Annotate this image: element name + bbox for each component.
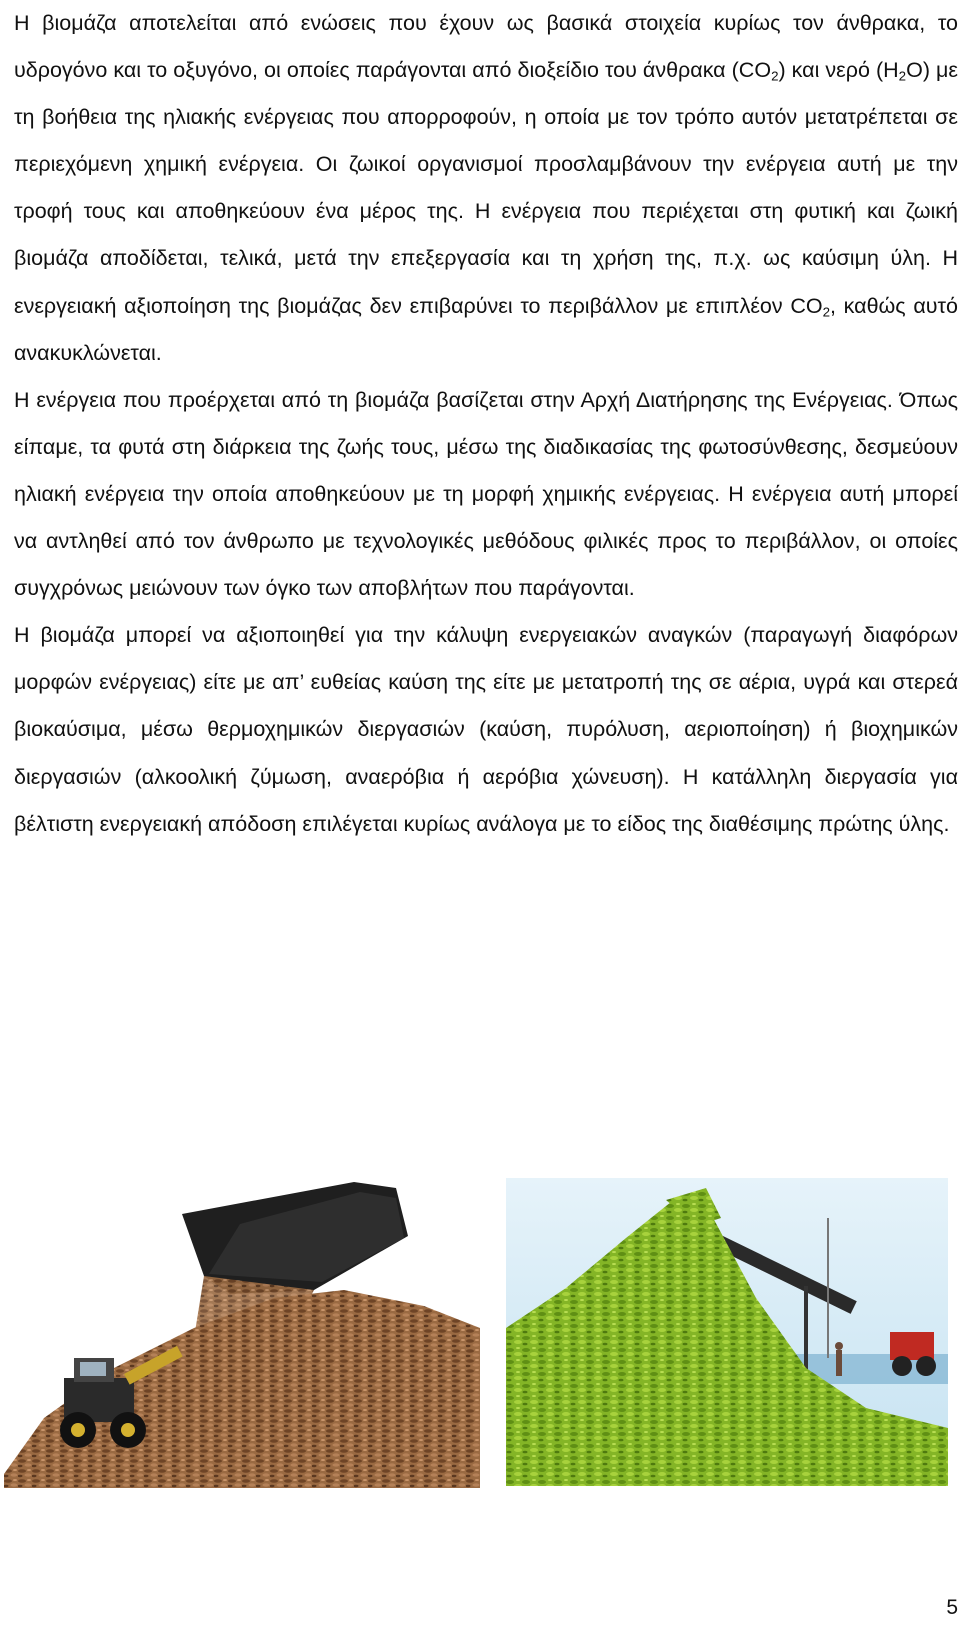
subscript-co2-a: 2: [771, 68, 779, 84]
paragraph-3: Η βιομάζα μπορεί να αξιοποιηθεί για την κάλυψη ενεργειακών αναγκών (παραγωγή διαφόρων μορφών ενέργειας) είτε με απ’ ευθείας καύση της είτε με μετατροπή της σε αέρια, υγρά και στερεά βιοκαύσιμα, μέσω θερμοχημικών διεργασιών (καύση, πυρόλυση, αεριοποίηση) ή βιοχημικών διεργασιών (αλκοολική ζύμωση, αναερόβια ή αερόβια χώνευση). Η κατάλληλη διεργασία για βέλτιστη ενεργειακή απόδοση επιλέγεται κυρίως ανάλογα με το είδος της διαθέσιμης πρώτης ύλης.: [14, 623, 958, 836]
subscript-co2-b: 2: [822, 303, 830, 319]
paragraph-1-part-d: , καθώς αυτό ανακυκλώνεται.: [14, 293, 958, 365]
tractor: [890, 1332, 934, 1360]
subscript-h2o: 2: [898, 68, 907, 84]
paragraph-2: Η ενέργεια που προέρχεται από τη βιομάζα βασίζεται στην Αρχή Διατήρησης της Ενέργειας. Όπως είπαμε, τα φυτά στη διάρκεια της ζωής τους, μέσω της διαδικασίας της φωτοσύνθεσης, δεσμεύουν ηλιακή ενέργεια την οποία αποθηκεύουν με τη μορφή χημικής ενέργειας. Η ενέργεια αυτή μπορεί να αντληθεί από τον άνθρωπο με τεχνολογικές μεθόδους φιλικές προς το περιβάλλον, οι οποίες συγχρόνως μειώνουν των όγκο των αποβλήτων που παράγονται.: [14, 387, 958, 601]
body-text: [14, 0, 958, 848]
page-number: 5: [946, 1596, 958, 1619]
paragraph-1-part-b: ) και νερό (H: [778, 58, 899, 83]
paragraph-1: [14, 0, 958, 377]
green-biomass-photo: [506, 1178, 948, 1486]
paragraph-1-part-a: Η βιομάζα αποτελείται από ενώσεις που έχουν ως βασικά στοιχεία κυρίως τον άνθρακα, το υδρογόνο και το οξυγόνο, οι οποίες παράγονται από διοξείδιο του άνθρακα (CO: [14, 11, 958, 83]
paragraph-1-part-c: O) με τη βοήθεια της ηλιακής ενέργειας που απορροφούν, η οποία με τον τρόπο αυτόν μετατρέπεται σε περιεχόμενη χημική ενέργεια. Οι ζωικοί οργανισμοί προσλαμβάνουν την ενέργεια αυτή με την τροφή τους και αποθηκεύουν ένα μέρος της. Η ενέργεια που περιέχεται στη φυτική και ζωική βιομάζα αποδίδεται, τελικά, μετά την επεξεργασία και τη χρήση της, π.χ. ως καύσιμη ύλη. Η ενεργειακή αξιοποίηση της βιομάζας δεν επιβαρύνει το περιβάλλον με επιπλέον CO: [14, 58, 958, 318]
wood-chips-photo: [4, 1178, 480, 1488]
